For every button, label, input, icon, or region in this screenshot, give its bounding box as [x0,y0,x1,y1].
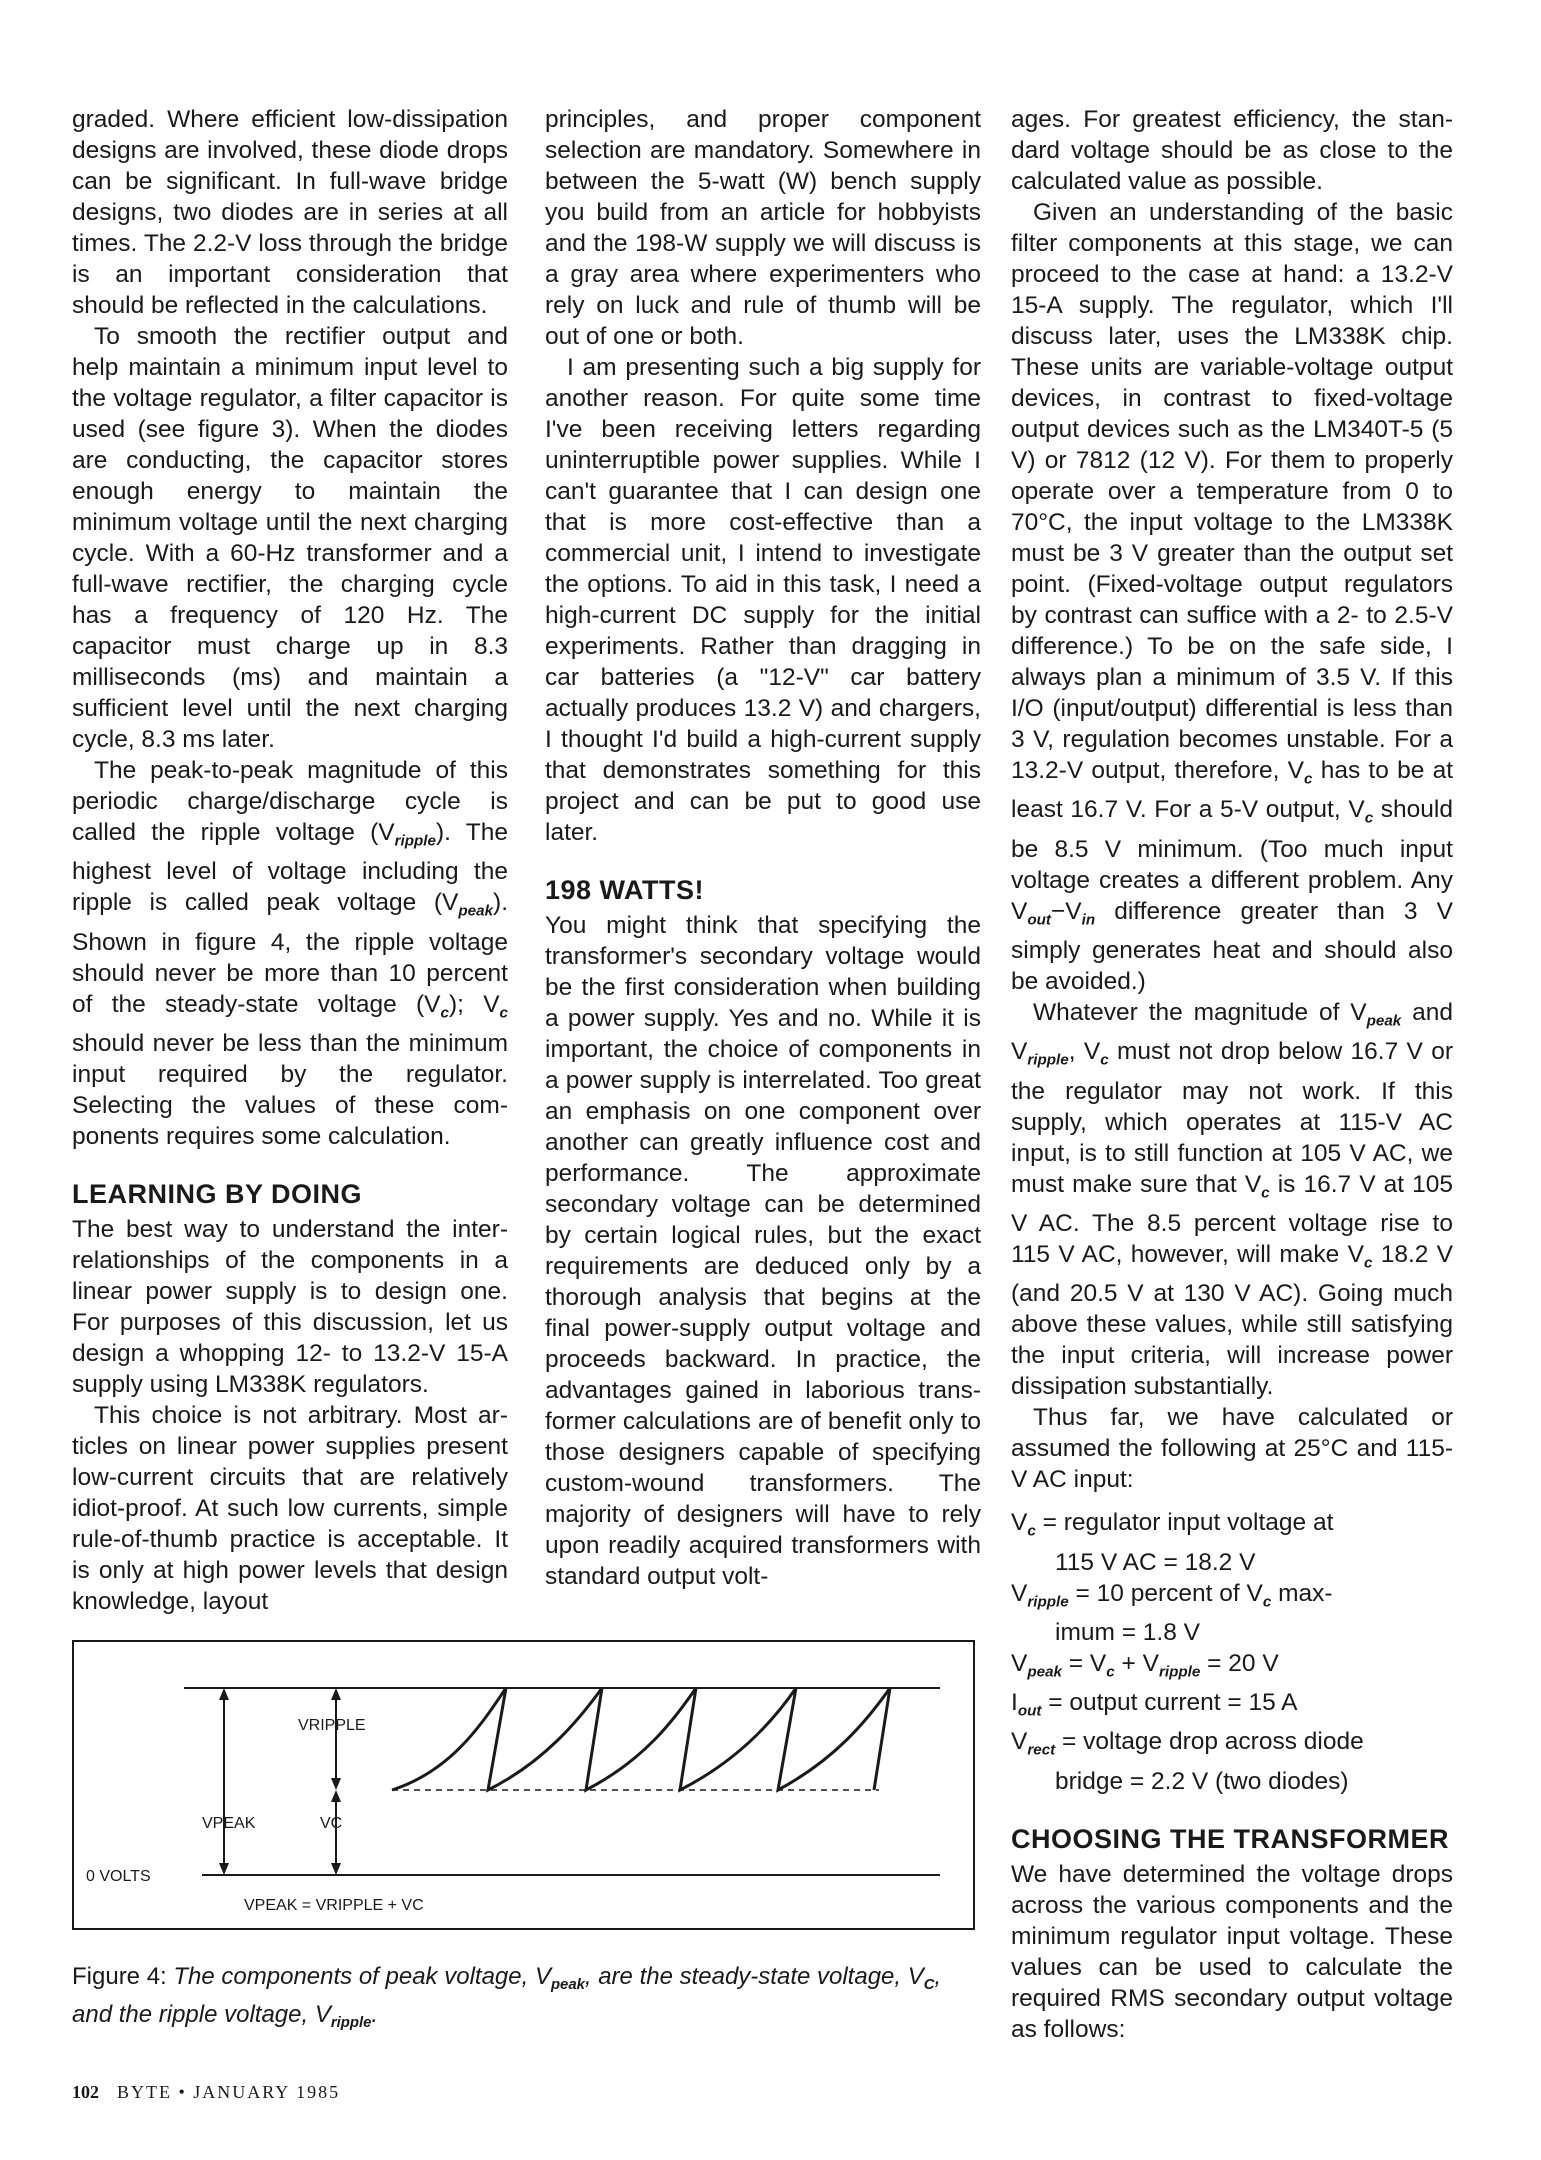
paragraph: principles, and proper component selection are mandatory. Somewhere in between the 5-watt (W) bench supply you build from an article for hobbyists and the 198-W supply we will discuss is a gray area where experimenters who rely on luck and rule of thumb will be out of one or both. [545,106,981,350]
column-3 [1011,104,1453,2045]
label-vripple: VRIPPLE [298,1717,366,1734]
paragraph: This choice is not arbitrary. Most articles on linear power supplies present low-current circuits that are relatively idiot-proof. At such low currents, simple rule-of-thumb practice is acceptable. It is only at high power levels that design knowledge, layout [72,1401,508,1615]
vc-arrow-head-top [331,1790,341,1802]
publication-info: BYTE • JANUARY 1985 [117,2082,341,2102]
caption-label: Figure 4: [72,1963,167,1990]
column-2 [545,104,981,1592]
paragraph: We have determined the voltage drops across the various components and the minimum regulator input voltage. These values can be used to calculate the required RMS secondary output voltage as follows: [1011,1860,1453,2043]
page-number: 102 [72,2082,99,2102]
column-1 [72,104,508,1617]
ripple-waveform [392,1688,890,1790]
paragraph: graded. Where efficient low-dissipation designs are involved, these diode drops can be significant. In full-wave bridge designs, two diodes are in series at all times. The 2.2-V loss through the bridge is an important consideration that should be reflected in the calculations. [72,106,508,319]
paragraph: The best way to understand the interrelationships of the components in a linear power supply is to design one. For purposes of this discussion, let us design a whopping 12- to 13.2-V 15-A supply using LM338K regulators. [72,1215,508,1398]
definition-vpeak: $V_{peak} = V_c + V_{ripple} = 20$ V [1011,1649,1279,1681]
section-heading-learning-by-doing: LEARNING BY DOING [72,1178,363,1209]
paragraph: To smooth the rectifier output and help maintain a minimum input level to the voltage regulator, a filter capacitor is used (see figure 3). When the diodes are conducting, the capacitor stores enough energy to maintain the minimum voltage until the next charging cycle. With a 60-Hz transformer and a full-wave rectifier, the charging cycle has a frequency of 120 Hz. The capacitor must charge up in 8.3 milliseconds (ms) and maintain a sufficient level until the next charging cycle, 8.3 ms later. [72,323,508,753]
vc-arrow-head-bottom [331,1863,341,1875]
label-zero-volts: 0 VOLTS [86,1868,151,1885]
definitions-list [1011,1507,1453,1797]
label-vc: VC [320,1815,343,1832]
vpeak-arrow-head-bottom [219,1863,229,1875]
paragraph: Given an understanding of the basic filter components at this stage, we can proceed to the case at hand: a 13.2-V 15-A supply. The regulator, which I'll discuss later, uses the LM338K chip. These units are variable-voltage output devices, in contrast to fixed-voltage output devices such as the LM340T-5 (5 V) or 7812 (12 V). For them to properly operate over a temperature from 0 to 70°C, the input voltage to the LM338K must be 3 V greater than the output set point. (Fixed-voltage output regulators by contrast can suffice with a 2- to 2.5-V difference.) To be on the safe side, I always plan a minimum of 3.5 V. If this I/O (input/output) differential is less than 3 V, regulation becomes unstable. For a 13.2-V output, therefore, $V_c$ has to be at least 16.7 V. For a 5-V output, $V_c$ should be 8.5 V minimum. (Too much input voltage creates a different problem. Any $V_{out}-V_{in}$ difference greater than 3 V simply generates heat and should also be avoided.) [1011,199,1454,995]
figure-caption [72,1962,992,2038]
paragraph: Thus far, we have calculated or assumed the following at 25°C and 115-V AC input: [1011,1404,1453,1494]
paragraph: I am presenting such a big supply for another reason. For quite some time I've been receiving letters regarding uninterruptible power supplies. While I can't guarantee that I can design one that is more cost-effective than a commercial unit, I intend to investigate the options. To aid in this task, I need a high-current DC supply for the initial experiments. Rather than dragging in car batteries (a "12-V" car battery actually produces 13.2 V) and chargers, I thought I'd build a high-current supply that demonstrates something for this project and can be put to good use later. [545,354,981,846]
vripple-arrow-head-top [331,1688,341,1700]
caption-text: The components of peak voltage, $V_{peak}$, are the steady-state voltage, $V_C$, and the ripple voltage, $V_{ripple}$. [72,1963,942,2032]
definition-vripple: $V_{ripple} = 10$ percent of $V_c$ max- imum = 1.8 V [1011,1579,1333,1646]
label-equation: VPEAK = VRIPPLE + VC [244,1897,424,1914]
section-heading-198-watts: 198 WATTS! [545,875,705,905]
section-heading-choosing-the-transformer: CHOOSING THE TRANSFORMER [1011,1823,1450,1854]
paragraph: You might think that specifying the transformer's secondary voltage would be the first consideration when building a power supply. Yes and no. While it is important, the choice of components in a power supply is interrelated. Too great an emphasis on one component over another can greatly influence cost and performance. The approximate secondary voltage can be determined by certain logical rules, but the exact requirements are deduced only by a thorough analysis that begins at the final power-supply output voltage and proceeds backward. In practice, the advantages gained in laborious transformer calculations are of benefit only to those designers capable of specifying custom-wound transformers. The majority of designers will have to rely upon readily acquired transformers with standard output volt- [545,912,981,1590]
label-vpeak: VPEAK [202,1815,256,1832]
paragraph: ages. For greatest efficiency, the standard voltage should be as close to the calculated value as possible. [1011,106,1453,195]
definition-iout: $I_{out}$ = output current = 15 A [1011,1689,1298,1720]
ripple-diagram [74,1642,977,1932]
definition-vrect: $V_{rect}$ = voltage drop across diode bridge = 2.2 V (two diodes) [1011,1728,1364,1795]
vripple-arrow-head-bottom [331,1778,341,1790]
figure-4-ripple-diagram [72,1640,975,1930]
vpeak-arrow-head-top [219,1688,229,1700]
definition-vc: $V_c$ = regulator input voltage at 115 V AC = 18.2 V [1011,1509,1334,1576]
page-footer [72,2082,340,2103]
paragraph: Whatever the magnitude of $V_{peak}$ and $V_{ripple}$, $V_c$ must not drop below 16.7 V or the regulator may not work. If this supply, which operates at 115-V AC input, is to still function at 105 V AC, we must make sure that $V_c$ is 16.7 V at 105 V AC. The 8.5 percent voltage rise to 115 V AC, however, will make $V_c$ 18.2 V (and 20.5 V at 130 V AC). Going much above these values, while still satisfying the input criteria, will increase power dissipation substantially. [1011,998,1454,1401]
paragraph: The peak-to-peak magnitude of this periodic charge/discharge cycle is called the ripple voltage $(V_{ripple})$. The highest level of voltage including the ripple is called peak voltage $(V_{peak})$. Shown in figure 4, the ripple voltage should never be more than 10 percent of the steady-state voltage $(V_c)$; $V_c$ should never be less than the minimum input required by the regulator. Selecting the values of these components requires some calculation. [72,757,509,1150]
